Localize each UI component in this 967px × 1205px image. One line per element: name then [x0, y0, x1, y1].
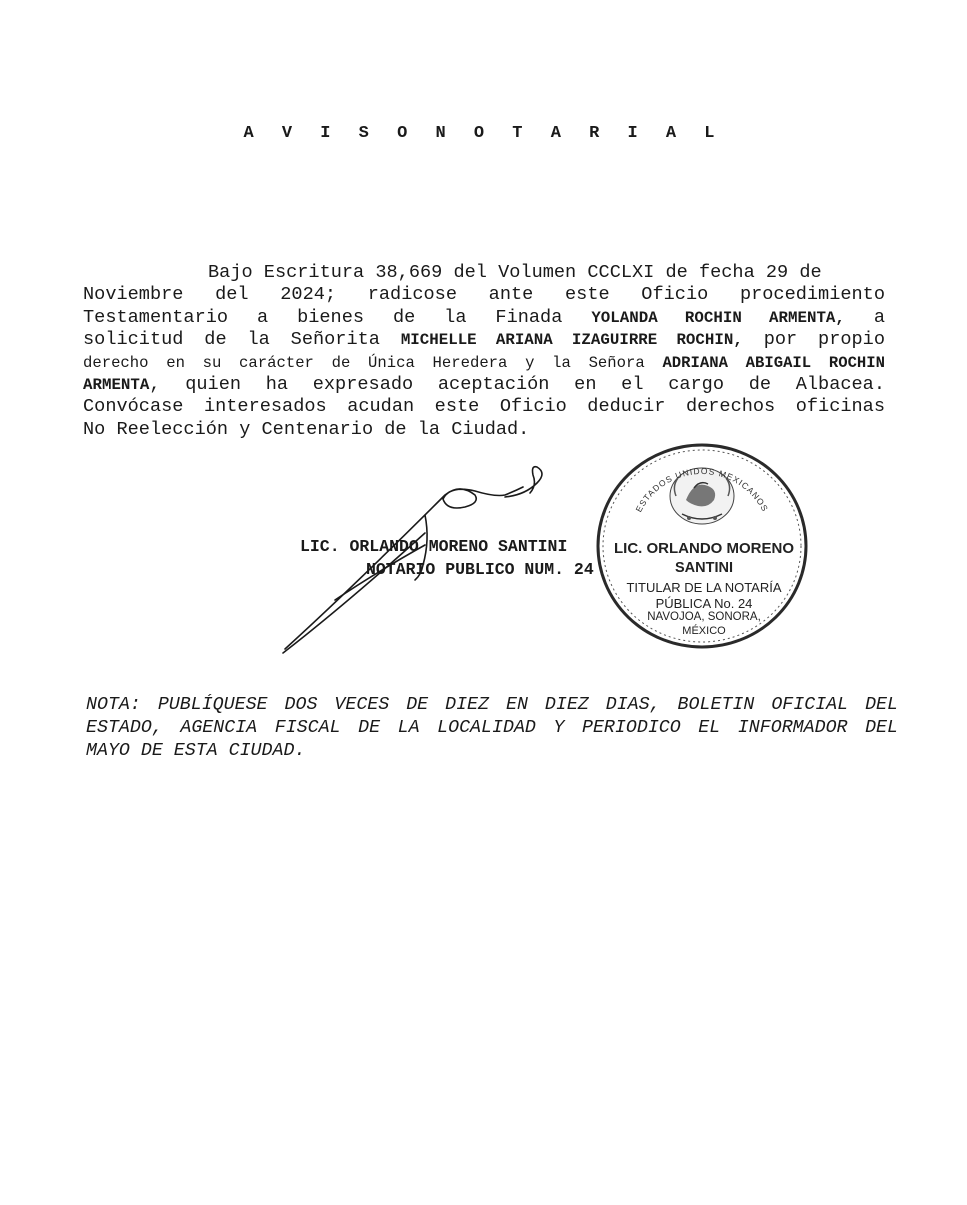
seal-line-3: TITULAR DE LA NOTARÍA	[626, 580, 782, 595]
notice-body	[83, 262, 885, 441]
deceased-name: YOLANDA ROCHIN ARMENTA,	[591, 308, 845, 327]
body-line-6: ARMENTA, quien ha expresado aceptación en el cargo de Albacea.	[83, 373, 885, 395]
body-line-7: Convócase interesados acudan este Oficio deducir derechos oficinas	[83, 396, 885, 418]
note-line-2: ESTADO, AGENCIA FISCAL DE LA LOCALIDAD Y PERIODICO EL INFORMADOR DEL	[86, 718, 898, 738]
seal-line-4: PÚBLICA No. 24	[655, 596, 753, 611]
seal-arc-text: ESTADOS UNIDOS MEXICANOS	[633, 465, 771, 514]
body-line-3: Testamentario a bienes de la Finada YOLANDA ROCHIN ARMENTA, a	[83, 306, 885, 328]
document-title: A V I S O N O T A R I A L	[243, 124, 724, 143]
notary-name: LIC. ORLANDO MORENO SANTINI	[300, 537, 568, 556]
body-line-2: Noviembre del 2024; radicose ante este Oficio procedimiento	[83, 284, 885, 306]
executor-surname: ARMENTA	[83, 375, 150, 394]
body-line-8: No Reelección y Centenario de la Ciudad.	[83, 418, 530, 440]
executor-name: ADRIANA ABIGAIL ROCHIN	[662, 353, 885, 372]
note-line-1: NOTA: PUBLÍQUESE DOS VECES DE DIEZ EN DIEZ DIAS, BOLETIN OFICIAL DEL	[86, 695, 898, 715]
notary-title: NOTARIO PUBLICO NUM. 24	[366, 560, 594, 579]
handwritten-signature	[275, 455, 568, 665]
body-line-1: Bajo Escritura 38,669 del Volumen CCCLXI de fecha 29 de	[208, 262, 822, 283]
seal-line-5: NAVOJOA, SONORA,	[647, 611, 761, 623]
seal-line-2: SANTINI	[675, 560, 733, 576]
note-line-3: MAYO DE ESTA CIUDAD.	[86, 741, 306, 761]
seal-line-1: LIC. ORLANDO MORENO	[614, 540, 794, 557]
body-line-4: solicitud de la Señorita MICHELLE ARIANA IZAGUIRRE ROCHIN, por propio	[83, 329, 885, 351]
seal-line-6: MÉXICO	[682, 625, 726, 637]
heir-name: MICHELLE ARIANA IZAGUIRRE ROCHIN,	[400, 331, 743, 350]
body-line-5: derecho en su carácter de Única Heredera y la Señora ADRIANA ABIGAIL ROCHIN	[83, 353, 885, 372]
publication-note	[86, 694, 898, 762]
